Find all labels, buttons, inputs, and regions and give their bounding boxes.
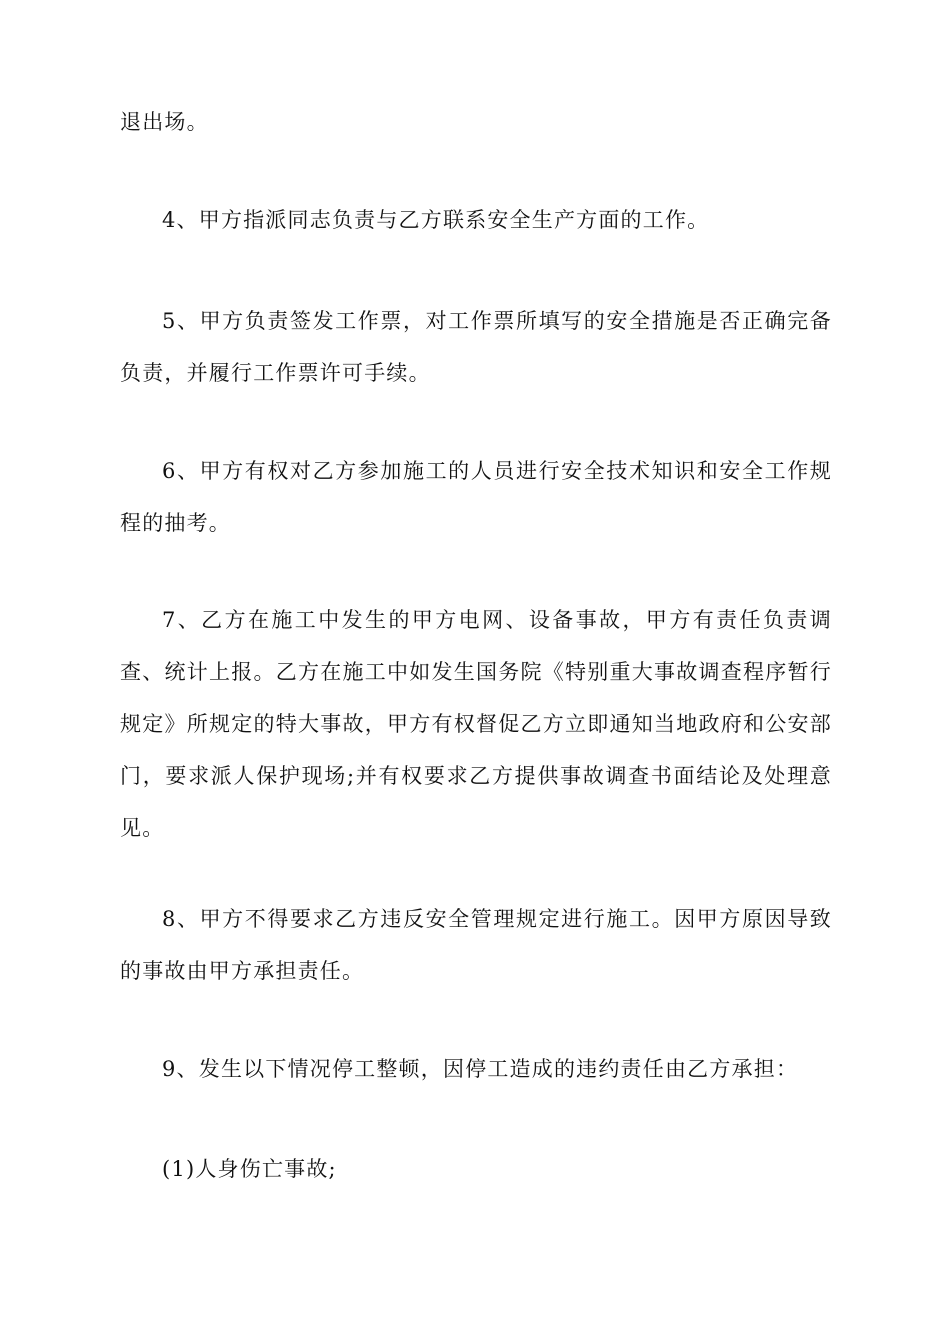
paragraph-item-5: 5、甲方负责签发工作票，对工作票所填写的安全措施是否正确完备负责，并履行工作票许可手续。 xyxy=(120,309,832,385)
paragraph-item-9: 9、发生以下情况停工整顿，因停工造成的违约责任由乙方承担： xyxy=(162,1057,799,1081)
paragraph-subitem-1: (1)人身伤亡事故; xyxy=(162,1157,337,1181)
paragraph-item-7: 7、乙方在施工中发生的甲方电网、设备事故，甲方有责任负责调查、统计上报。乙方在施工中如发生国务院《特别重大事故调查程序暂行规定》所规定的特大事故，甲方有权督促乙方立即通知当地政府和公安部门，要求派人保护现场;并有权要求乙方提供事故调查书面结论及处理意见。 xyxy=(120,608,832,840)
paragraph-item-4: 4、甲方指派同志负责与乙方联系安全生产方面的工作。 xyxy=(162,208,710,232)
paragraph-continuation: 退出场。 xyxy=(120,110,209,134)
paragraph-item-8: 8、甲方不得要求乙方违反安全管理规定进行施工。因甲方原因导致的事故由甲方承担责任。 xyxy=(120,907,832,983)
paragraph-item-6: 6、甲方有权对乙方参加施工的人员进行安全技术知识和安全工作规程的抽考。 xyxy=(120,459,832,535)
